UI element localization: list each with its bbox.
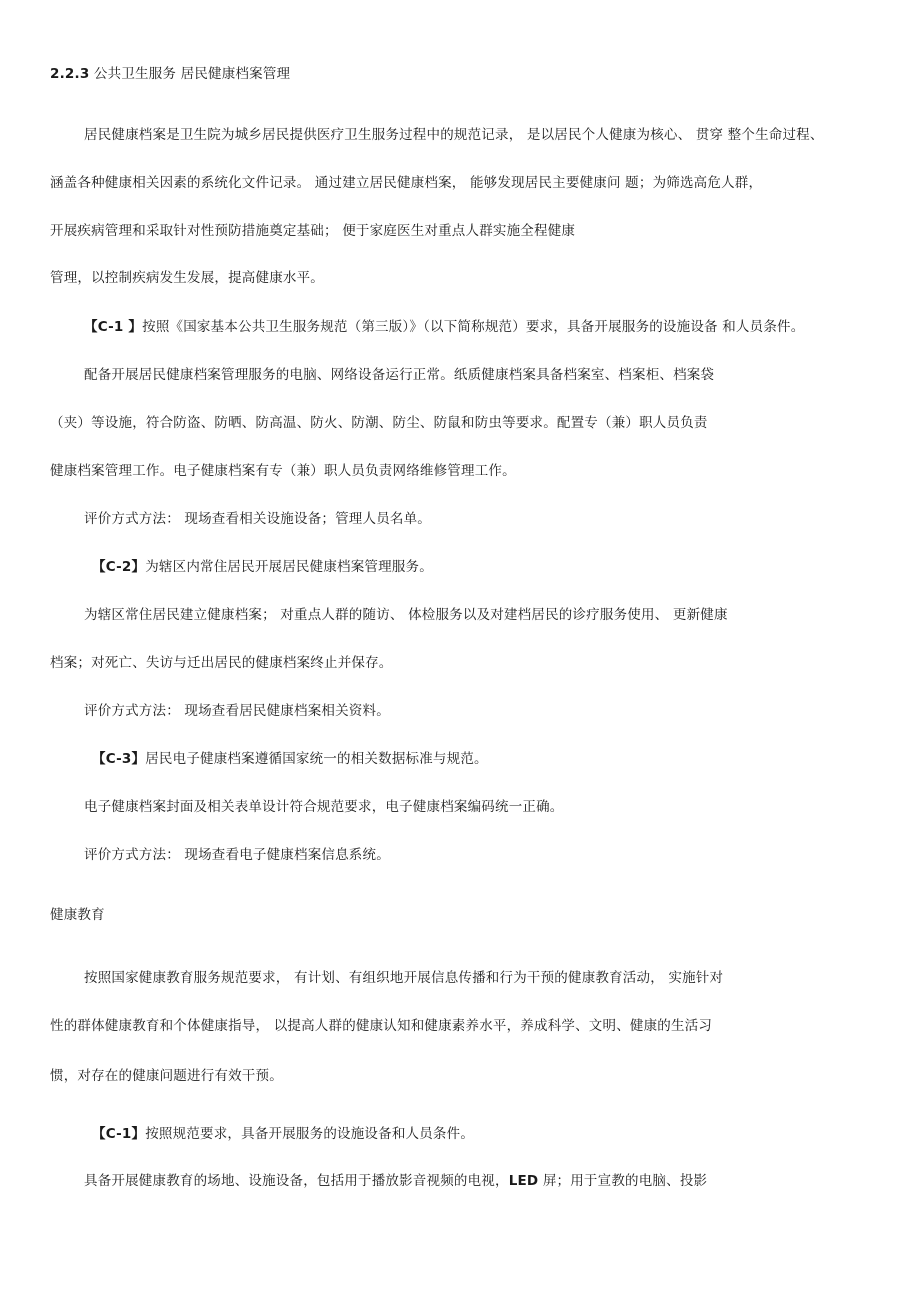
section-heading — [50, 64, 290, 84]
section-number: 2.2.3 — [50, 66, 90, 82]
c3-tag: 【C-3】 — [92, 751, 146, 767]
section-title: 公共卫生服务 居民健康档案管理 — [89, 66, 291, 82]
c1-evaluation: 评价方式方法： 现场查看相关设施设备；管理人员名单。 — [84, 511, 431, 527]
intro-line-3: 开展疾病管理和采取针对性预防措施奠定基础； 便于家庭医生对重点人群实施全程健康 — [50, 223, 576, 239]
section2-c1-requirement — [92, 1124, 474, 1144]
c3-body-line-1: 电子健康档案封面及相关表单设计符合规范要求，电子健康档案编码统一正确。 — [84, 799, 564, 815]
c1-body-line-1: 配备开展居民健康档案管理服务的电脑、网络设备运行正常。纸质健康档案具备档案室、档案柜、档案袋 — [84, 367, 715, 383]
c1-body-line-2: （夹）等设施，符合防盗、防晒、防高温、防火、防潮、防尘、防鼠和防虫等要求。配置专（兼）职人员负责 — [50, 415, 708, 431]
section2-intro-line-2: 性的群体健康教育和个体健康指导， 以提高人群的健康认知和健康素养水平，养成科学、文明、健康的生活习 — [50, 1018, 713, 1034]
c1-body-line-3: 健康档案管理工作。电子健康档案有专（兼）职人员负责网络维修管理工作。 — [50, 463, 516, 479]
intro-line-2: 涵盖各种健康相关因素的系统化文件记录。 通过建立居民健康档案， 能够发现居民主要健康问 题；为筛选高危人群， — [50, 175, 763, 191]
c2-tag: 【C-2】 — [92, 559, 146, 575]
c3-text: 居民电子健康档案遵循国家统一的相关数据标准与规范。 — [145, 751, 488, 767]
section2-title: 健康教育 — [50, 907, 105, 923]
intro-line-4: 管理，以控制疾病发生发展，提高健康水平。 — [50, 270, 324, 286]
intro-line-1: 居民健康档案是卫生院为城乡居民提供医疗卫生服务过程中的规范记录， 是以居民个人健康为核心、 贯穿 整个生命过程、 — [84, 127, 824, 143]
section2-body-post: 屏；用于宣教的电脑、投影 — [538, 1173, 708, 1189]
c1-tag: 【C-1 】 — [84, 319, 143, 335]
section2-body-pre: 具备开展健康教育的场地、设施设备，包括用于播放影音视频的电视， — [84, 1173, 509, 1189]
section2-intro-line-3: 惯，对存在的健康问题进行有效干预。 — [50, 1068, 283, 1084]
c2-text: 为辖区内常住居民开展居民健康档案管理服务。 — [145, 559, 433, 575]
led-term: LED — [508, 1173, 539, 1189]
c1-requirement — [84, 317, 804, 337]
c1-text: 按照《国家基本公共卫生服务规范（第三版）》（以下简称规范）要求，具备开展服务的设施设备 和人员条件。 — [142, 319, 805, 335]
c3-requirement — [92, 749, 488, 769]
c3-evaluation: 评价方式方法： 现场查看电子健康档案信息系统。 — [84, 847, 390, 863]
c2-body-line-1: 为辖区常住居民建立健康档案； 对重点人群的随访、 体检服务以及对建档居民的诊疗服务使用、 更新健康 — [84, 607, 728, 623]
c2-evaluation: 评价方式方法： 现场查看居民健康档案相关资料。 — [84, 703, 390, 719]
section2-c1-text: 按照规范要求，具备开展服务的设施设备和人员条件。 — [145, 1126, 475, 1142]
c2-requirement — [92, 557, 433, 577]
section2-intro-line-1: 按照国家健康教育服务规范要求， 有计划、有组织地开展信息传播和行为干预的健康教育活动， 实施针对 — [84, 970, 724, 986]
section2-body-line-1 — [84, 1171, 707, 1191]
section2-c1-tag: 【C-1】 — [92, 1126, 146, 1142]
c2-body-line-2: 档案；对死亡、失访与迁出居民的健康档案终止并保存。 — [50, 655, 393, 671]
